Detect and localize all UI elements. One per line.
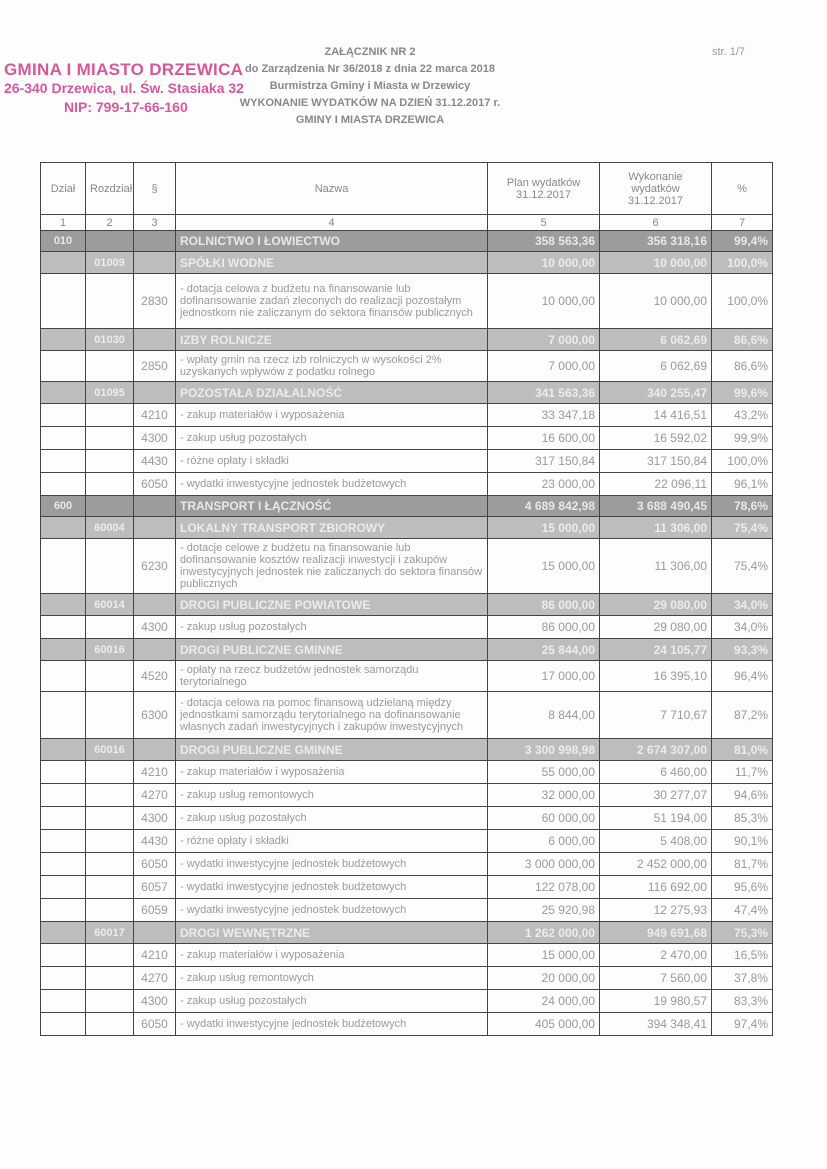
cell-rozdzial (86, 761, 134, 784)
table-row (41, 761, 773, 784)
cell-procent: 99,6% (712, 382, 773, 404)
cell-paragraf: 4300 (134, 427, 176, 450)
cell-dzial (41, 661, 86, 692)
cell-rozdzial (86, 496, 134, 517)
cell-rozdzial: 60017 (86, 922, 134, 944)
cell-paragraf (134, 231, 176, 252)
cell-nazwa: - różne opłaty i składki (176, 830, 488, 853)
cell-paragraf: 6300 (134, 692, 176, 739)
expenditure-table (40, 162, 773, 1036)
cell-nazwa: - zakup usług remontowych (176, 967, 488, 990)
cell-wykonanie: 7 560,00 (600, 967, 712, 990)
cell-wykonanie: 116 692,00 (600, 876, 712, 899)
cell-dzial (41, 427, 86, 450)
cell-nazwa: - zakup usług remontowych (176, 784, 488, 807)
cell-procent: 85,3% (712, 807, 773, 830)
cell-nazwa: - różne opłaty i składki (176, 450, 488, 473)
cell-wykonanie: 16 395,10 (600, 661, 712, 692)
cell-paragraf: 6230 (134, 539, 176, 594)
cell-wykonanie: 11 306,00 (600, 517, 712, 539)
stamp-line-1: GMINA I MIASTO DRZEWICA (4, 60, 244, 79)
cell-plan: 55 000,00 (488, 761, 600, 784)
cell-procent: 83,3% (712, 990, 773, 1013)
cell-paragraf: 6059 (134, 899, 176, 922)
cell-wykonanie: 6 460,00 (600, 761, 712, 784)
cell-rozdzial: 60004 (86, 517, 134, 539)
cell-paragraf: 4300 (134, 807, 176, 830)
cell-plan: 7 000,00 (488, 351, 600, 382)
cell-rozdzial (86, 990, 134, 1013)
cell-nazwa: SPÓŁKI WODNE (176, 252, 488, 274)
cell-paragraf: 6050 (134, 473, 176, 496)
cell-wykonanie: 14 416,51 (600, 404, 712, 427)
cell-paragraf: 6057 (134, 876, 176, 899)
cell-rozdzial (86, 427, 134, 450)
cell-plan: 25 920,98 (488, 899, 600, 922)
cell-plan: 20 000,00 (488, 967, 600, 990)
cell-nazwa: - zakup materiałów i wyposażenia (176, 944, 488, 967)
header-procent: % (712, 163, 773, 215)
cell-plan: 341 563,36 (488, 382, 600, 404)
cell-wykonanie: 5 408,00 (600, 830, 712, 853)
cell-rozdzial (86, 784, 134, 807)
cell-plan: 15 000,00 (488, 517, 600, 539)
cell-nazwa: - zakup usług pozostałych (176, 616, 488, 639)
cell-paragraf: 4270 (134, 784, 176, 807)
cell-nazwa: POZOSTAŁA DZIAŁALNOŚĆ (176, 382, 488, 404)
cell-procent: 86,6% (712, 329, 773, 351)
cell-rozdzial: 60014 (86, 594, 134, 616)
rozdzial-summary-row (41, 739, 773, 761)
cell-procent: 99,9% (712, 427, 773, 450)
cell-nazwa: - zakup usług pozostałych (176, 427, 488, 450)
cell-dzial (41, 616, 86, 639)
cell-paragraf (134, 496, 176, 517)
cell-paragraf: 4300 (134, 990, 176, 1013)
cell-rozdzial (86, 351, 134, 382)
cell-nazwa: - wydatki inwestycyjne jednostek budżetowych (176, 876, 488, 899)
rozdzial-summary-row (41, 517, 773, 539)
header-paragraf: § (134, 163, 176, 215)
dzial-summary-row (41, 231, 773, 252)
table-row (41, 899, 773, 922)
cell-procent: 75,4% (712, 517, 773, 539)
cell-procent: 87,2% (712, 692, 773, 739)
heading-authority: Burmistrza Gminy i Miasta w Drzewicy (269, 80, 471, 92)
cell-dzial (41, 329, 86, 351)
cell-plan: 15 000,00 (488, 944, 600, 967)
cell-dzial (41, 473, 86, 496)
cell-nazwa: - dotacje celowe z budżetu na finansowanie lub dofinansowanie kosztów realizacji inwestycji i zakupów inwestycyjnych jednostek nie zaliczanych do sektora finansów publicznych (176, 539, 488, 594)
cell-rozdzial (86, 899, 134, 922)
cell-nazwa: - wydatki inwestycyjne jednostek budżetowych (176, 899, 488, 922)
cell-plan: 33 347,18 (488, 404, 600, 427)
cell-paragraf (134, 639, 176, 661)
cell-wykonanie: 51 194,00 (600, 807, 712, 830)
cell-nazwa: - dotacja celowa na pomoc finansową udzielaną między jednostkami samorządu terytorialnego na dofinansowanie własnych zadań inwestycyjnych i zakupów inwestycyjnych (176, 692, 488, 739)
cell-dzial (41, 450, 86, 473)
cell-wykonanie: 30 277,07 (600, 784, 712, 807)
cell-plan: 17 000,00 (488, 661, 600, 692)
cell-plan: 405 000,00 (488, 1013, 600, 1036)
cell-rozdzial (86, 692, 134, 739)
cell-wykonanie: 6 062,69 (600, 329, 712, 351)
cell-procent: 99,4% (712, 231, 773, 252)
cell-procent: 100,0% (712, 252, 773, 274)
cell-procent: 34,0% (712, 616, 773, 639)
cell-nazwa: - zakup usług pozostałych (176, 990, 488, 1013)
cell-dzial (41, 1013, 86, 1036)
cell-procent: 47,4% (712, 899, 773, 922)
rozdzial-summary-row (41, 252, 773, 274)
rozdzial-summary-row (41, 329, 773, 351)
header-dzial: Dział (41, 163, 86, 215)
cell-rozdzial: 60016 (86, 739, 134, 761)
cell-rozdzial: 60016 (86, 639, 134, 661)
cell-nazwa: DROGI PUBLICZNE POWIATOWE (176, 594, 488, 616)
cell-paragraf (134, 594, 176, 616)
cell-plan: 60 000,00 (488, 807, 600, 830)
cell-wykonanie: 24 105,77 (600, 639, 712, 661)
cell-wykonanie: 29 080,00 (600, 594, 712, 616)
table-row (41, 427, 773, 450)
cell-rozdzial (86, 661, 134, 692)
cell-dzial (41, 639, 86, 661)
cell-wykonanie: 22 096,11 (600, 473, 712, 496)
cell-procent: 100,0% (712, 450, 773, 473)
cell-dzial: 600 (41, 496, 86, 517)
cell-wykonanie: 11 306,00 (600, 539, 712, 594)
table-row (41, 944, 773, 967)
table-row (41, 784, 773, 807)
table-row (41, 830, 773, 853)
cell-rozdzial (86, 450, 134, 473)
table-header-row (41, 163, 773, 215)
table-row (41, 450, 773, 473)
cell-dzial (41, 404, 86, 427)
cell-rozdzial (86, 830, 134, 853)
cell-paragraf (134, 922, 176, 944)
cell-paragraf: 4300 (134, 616, 176, 639)
col-number: 1 (41, 215, 86, 231)
cell-plan: 16 600,00 (488, 427, 600, 450)
cell-nazwa: - opłaty na rzecz budżetów jednostek samorządu terytorialnego (176, 661, 488, 692)
cell-procent: 90,1% (712, 830, 773, 853)
cell-rozdzial (86, 404, 134, 427)
table-row (41, 967, 773, 990)
cell-dzial (41, 967, 86, 990)
cell-nazwa: - wydatki inwestycyjne jednostek budżetowych (176, 473, 488, 496)
table-row (41, 990, 773, 1013)
cell-wykonanie: 12 275,93 (600, 899, 712, 922)
header-wykonanie: Wykonanie wydatków 31.12.2017 (600, 163, 712, 215)
cell-dzial (41, 539, 86, 594)
cell-dzial (41, 594, 86, 616)
cell-procent: 96,1% (712, 473, 773, 496)
cell-plan: 25 844,00 (488, 639, 600, 661)
cell-dzial (41, 692, 86, 739)
table-row (41, 1013, 773, 1036)
cell-nazwa: - wydatki inwestycyjne jednostek budżetowych (176, 1013, 488, 1036)
cell-rozdzial (86, 616, 134, 639)
table-row (41, 661, 773, 692)
cell-dzial (41, 990, 86, 1013)
cell-plan: 32 000,00 (488, 784, 600, 807)
page-number: str. 1/7 (712, 46, 746, 58)
cell-rozdzial (86, 853, 134, 876)
cell-procent: 93,3% (712, 639, 773, 661)
cell-procent: 100,0% (712, 274, 773, 329)
cell-procent: 81,0% (712, 739, 773, 761)
cell-procent: 94,6% (712, 784, 773, 807)
cell-plan: 122 078,00 (488, 876, 600, 899)
cell-wykonanie: 2 470,00 (600, 944, 712, 967)
cell-plan: 23 000,00 (488, 473, 600, 496)
cell-nazwa: - dotacja celowa z budżetu na finansowanie lub dofinansowanie zadań zleconych do realizacji pozostałym jednostkom nie zaliczanym do sektora finansów publicznych (176, 274, 488, 329)
cell-plan: 317 150,84 (488, 450, 600, 473)
table-row (41, 616, 773, 639)
cell-wykonanie: 10 000,00 (600, 274, 712, 329)
cell-procent: 75,4% (712, 539, 773, 594)
cell-dzial: 010 (41, 231, 86, 252)
cell-wykonanie: 340 255,47 (600, 382, 712, 404)
cell-paragraf: 6050 (134, 1013, 176, 1036)
cell-dzial (41, 899, 86, 922)
cell-dzial (41, 922, 86, 944)
cell-procent: 97,4% (712, 1013, 773, 1036)
col-number: 5 (488, 215, 600, 231)
cell-nazwa: DROGI PUBLICZNE GMINNE (176, 639, 488, 661)
cell-paragraf: 4270 (134, 967, 176, 990)
cell-paragraf (134, 382, 176, 404)
cell-nazwa: - zakup materiałów i wyposażenia (176, 404, 488, 427)
cell-procent: 81,7% (712, 853, 773, 876)
cell-plan: 10 000,00 (488, 274, 600, 329)
rozdzial-summary-row (41, 382, 773, 404)
cell-rozdzial (86, 967, 134, 990)
cell-plan: 6 000,00 (488, 830, 600, 853)
cell-rozdzial: 01095 (86, 382, 134, 404)
cell-paragraf: 2850 (134, 351, 176, 382)
cell-procent: 34,0% (712, 594, 773, 616)
heading-title: WYKONANIE WYDATKÓW NA DZIEŃ 31.12.2017 r. (239, 97, 501, 109)
cell-procent: 43,2% (712, 404, 773, 427)
cell-nazwa: - zakup materiałów i wyposażenia (176, 761, 488, 784)
cell-dzial (41, 784, 86, 807)
cell-nazwa: IZBY ROLNICZE (176, 329, 488, 351)
cell-rozdzial (86, 1013, 134, 1036)
table-row (41, 539, 773, 594)
cell-paragraf (134, 517, 176, 539)
table-row (41, 853, 773, 876)
rozdzial-summary-row (41, 594, 773, 616)
cell-wykonanie: 949 691,68 (600, 922, 712, 944)
cell-plan: 24 000,00 (488, 990, 600, 1013)
cell-paragraf: 6050 (134, 853, 176, 876)
cell-dzial (41, 761, 86, 784)
cell-nazwa: - wydatki inwestycyjne jednostek budżetowych (176, 853, 488, 876)
cell-paragraf: 4210 (134, 404, 176, 427)
cell-wykonanie: 2 674 307,00 (600, 739, 712, 761)
header-nazwa: Nazwa (176, 163, 488, 215)
col-number: 4 (176, 215, 488, 231)
cell-procent: 11,7% (712, 761, 773, 784)
cell-nazwa: TRANSPORT I ŁĄCZNOŚĆ (176, 496, 488, 517)
cell-paragraf (134, 252, 176, 274)
cell-wykonanie: 19 980,57 (600, 990, 712, 1013)
cell-procent: 16,5% (712, 944, 773, 967)
table-row (41, 404, 773, 427)
cell-paragraf: 2830 (134, 274, 176, 329)
cell-procent: 78,6% (712, 496, 773, 517)
heading-entity: GMINY I MIASTA DRZEWICA (295, 114, 445, 126)
cell-wykonanie: 10 000,00 (600, 252, 712, 274)
cell-plan: 358 563,36 (488, 231, 600, 252)
header-rozdzial: Rozdział (86, 163, 134, 215)
cell-plan: 86 000,00 (488, 616, 600, 639)
cell-dzial (41, 739, 86, 761)
col-number: 3 (134, 215, 176, 231)
cell-rozdzial: 01009 (86, 252, 134, 274)
cell-wykonanie: 2 452 000,00 (600, 853, 712, 876)
cell-nazwa: LOKALNY TRANSPORT ZBIOROWY (176, 517, 488, 539)
cell-nazwa: DROGI WEWNĘTRZNE (176, 922, 488, 944)
heading-regulation: do Zarządzenia Nr 36/2018 z dnia 22 marca 2018 (244, 63, 496, 75)
cell-rozdzial (86, 807, 134, 830)
col-number: 2 (86, 215, 134, 231)
cell-wykonanie: 356 318,16 (600, 231, 712, 252)
cell-dzial (41, 876, 86, 899)
table-row (41, 807, 773, 830)
table-row (41, 473, 773, 496)
cell-dzial (41, 517, 86, 539)
cell-wykonanie: 29 080,00 (600, 616, 712, 639)
cell-dzial (41, 382, 86, 404)
table-row (41, 274, 773, 329)
cell-paragraf: 4520 (134, 661, 176, 692)
stamp-line-2: 26-340 Drzewica, ul. Św. Stasiaka 32 (4, 80, 244, 96)
cell-dzial (41, 853, 86, 876)
cell-paragraf: 4210 (134, 761, 176, 784)
cell-rozdzial: 01030 (86, 329, 134, 351)
table-row (41, 351, 773, 382)
rozdzial-summary-row (41, 639, 773, 661)
cell-nazwa: DROGI PUBLICZNE GMINNE (176, 739, 488, 761)
cell-wykonanie: 3 688 490,45 (600, 496, 712, 517)
cell-dzial (41, 830, 86, 853)
cell-plan: 15 000,00 (488, 539, 600, 594)
cell-dzial (41, 274, 86, 329)
cell-paragraf: 4210 (134, 944, 176, 967)
cell-dzial (41, 807, 86, 830)
cell-rozdzial (86, 944, 134, 967)
cell-paragraf (134, 739, 176, 761)
cell-rozdzial (86, 473, 134, 496)
dzial-summary-row (41, 496, 773, 517)
cell-dzial (41, 944, 86, 967)
cell-wykonanie: 317 150,84 (600, 450, 712, 473)
table-row (41, 876, 773, 899)
cell-wykonanie: 7 710,67 (600, 692, 712, 739)
cell-plan: 3 000 000,00 (488, 853, 600, 876)
cell-plan: 4 689 842,98 (488, 496, 600, 517)
rozdzial-summary-row (41, 922, 773, 944)
col-number: 7 (712, 215, 773, 231)
column-number-row (41, 215, 773, 231)
cell-procent: 96,4% (712, 661, 773, 692)
cell-nazwa: - zakup usług pozostałych (176, 807, 488, 830)
cell-plan: 3 300 998,98 (488, 739, 600, 761)
cell-dzial (41, 351, 86, 382)
cell-procent: 86,6% (712, 351, 773, 382)
cell-wykonanie: 394 348,41 (600, 1013, 712, 1036)
cell-plan: 10 000,00 (488, 252, 600, 274)
heading-attachment: ZAŁĄCZNIK NR 2 (324, 46, 416, 58)
cell-rozdzial (86, 539, 134, 594)
cell-rozdzial (86, 876, 134, 899)
cell-procent: 75,3% (712, 922, 773, 944)
cell-procent: 37,8% (712, 967, 773, 990)
cell-plan: 7 000,00 (488, 329, 600, 351)
cell-nazwa: - wpłaty gmin na rzecz izb rolniczych w wysokości 2% uzyskanych wpływów z podatku rolnego (176, 351, 488, 382)
cell-procent: 95,6% (712, 876, 773, 899)
cell-plan: 8 844,00 (488, 692, 600, 739)
cell-nazwa: ROLNICTWO I ŁOWIECTWO (176, 231, 488, 252)
cell-wykonanie: 16 592,02 (600, 427, 712, 450)
cell-rozdzial (86, 274, 134, 329)
stamp-line-3: NIP: 799-17-66-160 (64, 99, 188, 115)
cell-plan: 1 262 000,00 (488, 922, 600, 944)
document-heading (160, 44, 580, 129)
cell-paragraf (134, 329, 176, 351)
table-row (41, 692, 773, 739)
cell-dzial (41, 252, 86, 274)
cell-paragraf: 4430 (134, 450, 176, 473)
cell-rozdzial (86, 231, 134, 252)
header-plan: Plan wydatków 31.12.2017 (488, 163, 600, 215)
cell-plan: 86 000,00 (488, 594, 600, 616)
col-number: 6 (600, 215, 712, 231)
cell-paragraf: 4430 (134, 830, 176, 853)
cell-wykonanie: 6 062,69 (600, 351, 712, 382)
